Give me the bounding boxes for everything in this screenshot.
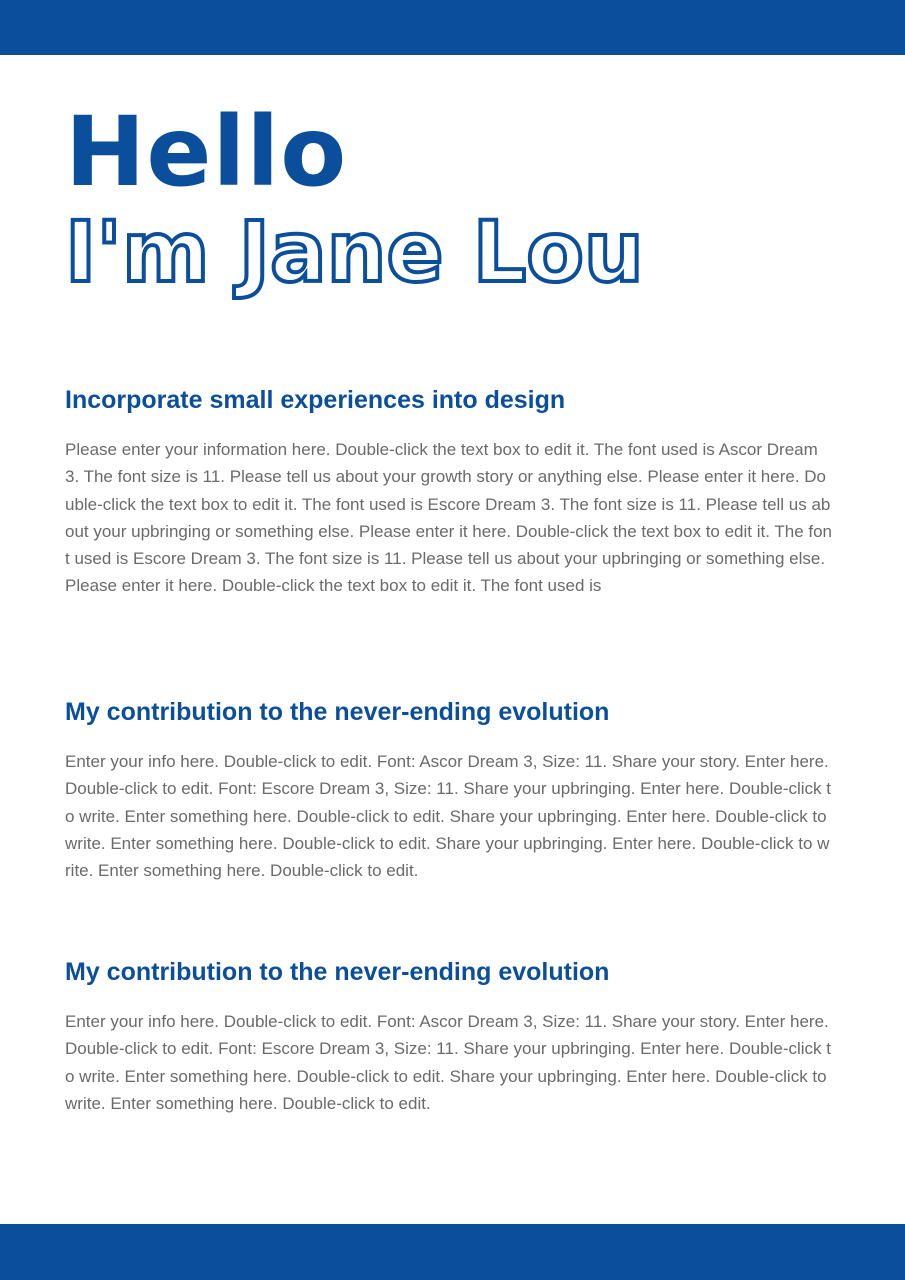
section-heading: My contribution to the never-ending evolution bbox=[65, 958, 610, 986]
hero-name: I'm Jane Lou bbox=[65, 203, 644, 301]
hero-title bbox=[65, 96, 865, 301]
section-heading: Incorporate small experiences into design bbox=[65, 386, 566, 414]
section-contribution bbox=[65, 697, 835, 884]
hero-greeting: Hello bbox=[65, 96, 348, 208]
section-experiences bbox=[65, 385, 835, 600]
section-heading: My contribution to the never-ending evolution bbox=[65, 698, 610, 726]
section-contribution-repeat bbox=[65, 957, 835, 1117]
bottom-banner bbox=[0, 1224, 905, 1280]
section-body: Enter your info here. Double-click to edit. Font: Ascor Dream 3, Size: 11. Share your story. Enter here. Double-click to edit. Font: Escore Dream 3, Size: 11. Share your upbringing. Enter here. Double-click to write. Enter something here. Double-click to edit. Share your upbringing. Enter here. Double-click to write. Enter something here. Double-click to edit. bbox=[65, 1012, 831, 1113]
top-banner bbox=[0, 0, 905, 55]
section-body: Enter your info here. Double-click to edit. Font: Ascor Dream 3, Size: 11. Share your story. Enter here. Double-click to edit. Font: Escore Dream 3, Size: 11. Share your upbringing. Enter here. Double-click to write. Enter something here. Double-click to edit. Share your upbringing. Enter here. Double-click to write. Enter something here. Double-click to edit. Share your upbringing. Enter here. Double-click to write. Enter something here. Double-click to edit. bbox=[65, 752, 831, 881]
section-body: Please enter your information here. Double-click the text box to edit it. The font used is Ascor Dream 3. The font size is 11. Please tell us about your growth story or anything else. Please enter it here. Double-click the text box to edit it. The font used is Escore Dream 3. The font size is 11. Please tell us about your upbringing or something else. Please enter it here. Double-click the text box to edit it. The font used is Escore Dream 3. The font size is 11. Please tell us about your upbringing or something else. Please enter it here. Double-click the text box to edit it. The font used is bbox=[65, 440, 833, 596]
